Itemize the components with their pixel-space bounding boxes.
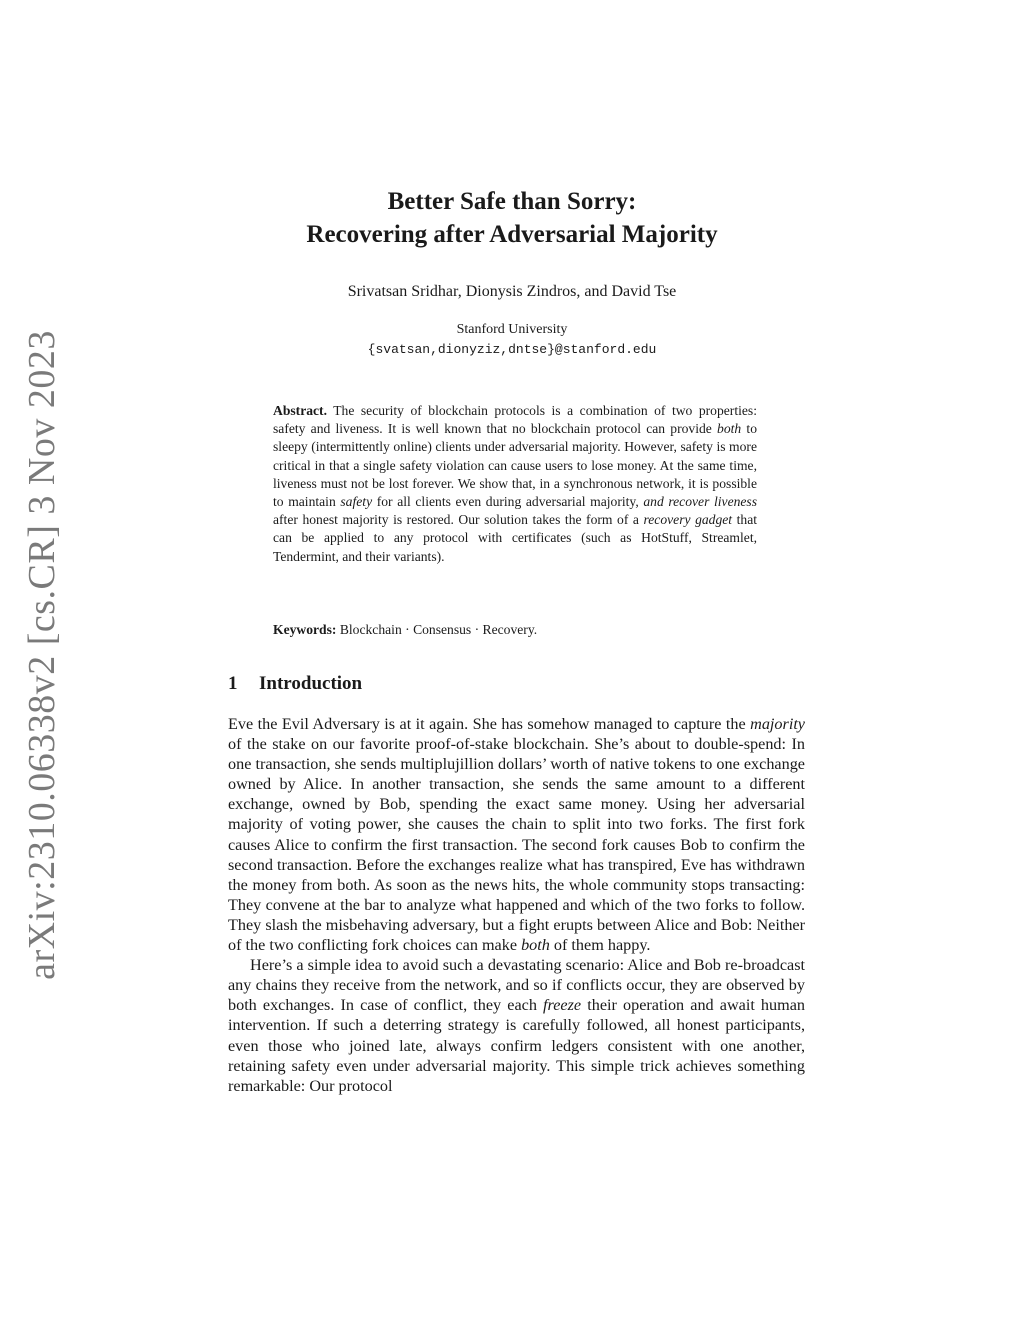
abstract-text: to sleepy (intermittently online) clients under adversarial majority. However, safety is more critical in that a single safety violation can cause users to lose money. At the same time, liveness must not be lost forever. We show that, in a synchronous network, it is possible to maintain	[273, 421, 757, 510]
title-line-2: Recovering after Adversarial Majority	[306, 221, 718, 248]
paragraph-emphasis: freeze	[543, 996, 582, 1015]
abstract-text: after honest majority is restored. Our solution takes the form of a	[273, 512, 644, 528]
abstract-emphasis: recovery gadget	[643, 512, 733, 528]
section-heading-introduction	[228, 673, 362, 695]
abstract-text: that can be applied to any protocol with certificates (such as HotStuff, Streamlet, Tendermint, and their variants).	[273, 512, 758, 564]
paragraph-text: their operation and await human intervention. If such a deterring strategy is carefully followed, all honest participants, even those who joined late, always confirm ledgers consistent with one another, retaining safety even under adversarial majority. This simple trick achieves something remarkable: Our protocol	[228, 996, 805, 1095]
abstract-label: Abstract.	[273, 403, 327, 418]
paragraph-emphasis: both	[521, 936, 550, 955]
arxiv-id-text: arXiv:2310.06338v2 [cs.CR] 3 Nov 2023	[21, 330, 63, 980]
arxiv-identifier-stamp	[12, 330, 72, 980]
paragraph-text: Eve the Evil Adversary is at it again. She has somehow managed to capture the	[228, 715, 751, 733]
author-list: Srivatsan Sridhar, Dionysis Zindros, and David Tse	[347, 283, 677, 300]
introduction-body	[228, 714, 805, 1096]
keywords-label: Keywords:	[273, 622, 337, 637]
abstract-emphasis: both	[717, 421, 742, 437]
abstract-emphasis: safety	[340, 494, 373, 510]
paper-title	[0, 185, 1024, 251]
abstract-emphasis: and recover liveness	[643, 494, 758, 510]
paragraph-text: of them happy.	[549, 936, 651, 955]
keywords-text: Blockchain · Consensus · Recovery.	[336, 622, 538, 637]
keywords	[273, 622, 757, 638]
paragraph	[228, 714, 805, 955]
paragraph-text: Here’s a simple idea to avoid such a devastating scenario: Alice and Bob re-broadcast any chains they receive from the network, and so if conflicts occur, they are observed by both exchanges. In case of conflict, they each	[228, 956, 805, 1015]
paragraph-text: of the stake on our favorite proof-of-stake blockchain. She’s about to double-spend: In one transaction, she sends multiplujillion dollars’ worth of native tokens to one exchange owned by Alice. In another transaction, she sends the same amount to a different exchange, owned by Bob, spending the exact same money. Using her adversarial majority of voting power, she causes the chain to split into two forks. The first fork causes Alice to confirm the first transaction. The second fork causes Bob to confirm the second transaction. Before the exchanges realize what has transpired, Eve has withdrawn the money from both. As soon as the news hits, the whole community stops transacting: They convene at the bar to analyze what happened and which of the two forks to follow. They slash the misbehaving adversary, but a fight erupts between Alice and Bob: Neither of the two conflicting fork choices can make	[228, 735, 805, 955]
affiliation-block	[0, 320, 1024, 360]
paragraph	[228, 955, 805, 1096]
paragraph-emphasis: majority	[750, 715, 805, 733]
abstract	[273, 402, 757, 566]
author-email: {svatsan,dionyziz,dntse}@stanford.edu	[367, 342, 657, 357]
affiliation: Stanford University	[456, 322, 568, 337]
section-number: 1	[228, 673, 238, 694]
abstract-text: for all clients even during adversarial majority,	[372, 494, 644, 510]
section-title: Introduction	[259, 673, 363, 694]
abstract-text: The security of blockchain protocols is a combination of two properties: safety and liveness. It is well known that no blockchain protocol can provide	[273, 403, 757, 437]
title-line-1: Better Safe than Sorry:	[387, 188, 637, 215]
